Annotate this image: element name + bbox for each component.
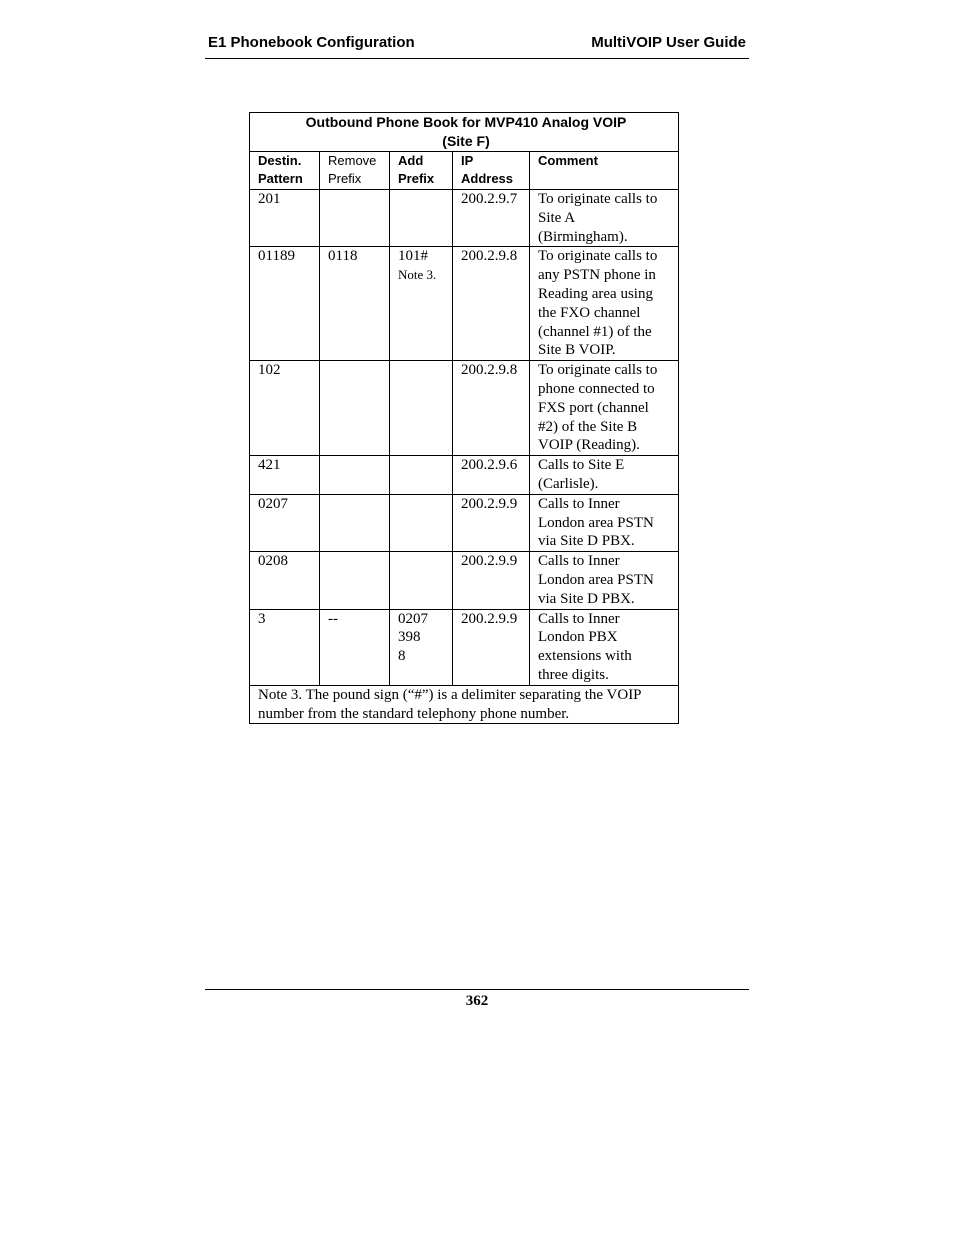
table-row [250, 247, 679, 361]
remove-prefix-cell: -- [320, 609, 390, 685]
table-title-row [250, 113, 679, 152]
ip-address-cell: 200.2.9.6 [453, 456, 530, 495]
comment-line: To originate calls to [538, 248, 658, 265]
comment-cell [530, 247, 679, 361]
comment-line: Reading area using [538, 285, 653, 302]
remove-prefix-cell: 0118 [320, 247, 390, 361]
table-row [250, 494, 679, 551]
comment-line: London area PSTN [538, 571, 654, 588]
comment-line: VOIP (Reading). [538, 437, 640, 454]
comment-line: Site A [538, 209, 576, 226]
col-header-ip-address [453, 152, 530, 190]
col-header-line: Comment [538, 153, 598, 168]
ip-address-cell: 200.2.9.8 [453, 247, 530, 361]
table-row [250, 190, 679, 247]
comment-line: Calls to Site E [538, 457, 625, 474]
comment-line: (channel #1) of the [538, 323, 652, 340]
ip-address-cell: 200.2.9.7 [453, 190, 530, 247]
destin-pattern-cell: 01189 [250, 247, 320, 361]
add-prefix-cell [390, 361, 453, 456]
col-header-line: Prefix [328, 171, 362, 186]
add-prefix-line: 0207 [398, 610, 428, 627]
destin-pattern-cell: 0207 [250, 494, 320, 551]
table-title-line: (Site F) [442, 133, 490, 149]
table-footnote [250, 685, 679, 724]
table-row [250, 609, 679, 685]
add-prefix-note: Note 3. [398, 267, 437, 283]
col-header-line: IP [461, 153, 474, 168]
col-header-add-prefix [390, 152, 453, 190]
col-header-line: Remove [328, 153, 377, 168]
destin-pattern-cell: 201 [250, 190, 320, 247]
table-header-row [250, 152, 679, 190]
add-prefix-line: 398 [398, 629, 421, 646]
destin-pattern-cell: 3 [250, 609, 320, 685]
comment-line: extensions with [538, 648, 632, 665]
comment-line: London area PSTN [538, 514, 654, 531]
comment-line: Site B VOIP. [538, 342, 616, 359]
destin-pattern-cell: 0208 [250, 552, 320, 609]
add-prefix-cell [390, 552, 453, 609]
remove-prefix-cell [320, 552, 390, 609]
comment-cell [530, 456, 679, 495]
comment-line: (Carlisle). [538, 475, 599, 492]
add-prefix-value: 101# [398, 248, 428, 265]
comment-line: #2) of the Site B [538, 418, 638, 435]
comment-line: via Site D PBX. [538, 533, 635, 550]
add-prefix-cell [390, 247, 453, 361]
col-header-remove-prefix [320, 152, 390, 190]
comment-line: FXS port (channel [538, 399, 649, 416]
destin-pattern-cell: 421 [250, 456, 320, 495]
destin-pattern-cell: 102 [250, 361, 320, 456]
comment-line: Calls to Inner [538, 553, 620, 570]
header-section-title: E1 Phonebook Configuration [208, 34, 415, 51]
table-row [250, 456, 679, 495]
table-title-line: Outbound Phone Book for MVP410 Analog VOIP [305, 114, 627, 130]
ip-address-cell: 200.2.9.9 [453, 552, 530, 609]
ip-address-cell: 200.2.9.9 [453, 609, 530, 685]
footnote-line: Note 3. The pound sign (“#”) is a delimiter separating the VOIP [258, 686, 642, 703]
outbound-phone-book-table [249, 112, 679, 724]
col-header-line: Add [398, 153, 424, 168]
comment-cell [530, 190, 679, 247]
comment-line: phone connected to [538, 380, 655, 397]
add-prefix-cell [390, 494, 453, 551]
col-header-comment [530, 152, 679, 190]
remove-prefix-cell [320, 456, 390, 495]
page-number: 362 [465, 993, 489, 1009]
comment-line: (Birmingham). [538, 228, 628, 245]
col-header-line: Pattern [258, 171, 303, 186]
remove-prefix-cell [320, 494, 390, 551]
add-prefix-line: 8 [398, 648, 406, 665]
col-header-line: Destin. [258, 153, 302, 168]
comment-line: the FXO channel [538, 304, 641, 321]
comment-line: three digits. [538, 666, 609, 683]
comment-line: London PBX [538, 629, 618, 646]
table-row [250, 552, 679, 609]
comment-line: Calls to Inner [538, 495, 620, 512]
ip-address-cell: 200.2.9.9 [453, 494, 530, 551]
page-footer [205, 989, 749, 1010]
comment-cell [530, 552, 679, 609]
comment-line: Calls to Inner [538, 610, 620, 627]
table-footnote-row [250, 685, 679, 724]
table-row [250, 361, 679, 456]
add-prefix-cell [390, 456, 453, 495]
comment-line: any PSTN phone in [538, 267, 656, 284]
comment-cell [530, 609, 679, 685]
comment-line: via Site D PBX. [538, 590, 635, 607]
col-header-destin-pattern [250, 152, 320, 190]
comment-cell [530, 494, 679, 551]
comment-line: To originate calls to [538, 191, 658, 207]
col-header-line: Address [461, 171, 514, 186]
page-header [205, 32, 749, 59]
ip-address-cell: 200.2.9.8 [453, 361, 530, 456]
add-prefix-cell [390, 190, 453, 247]
header-guide-title: MultiVOIP User Guide [591, 34, 746, 51]
table-title [250, 113, 679, 152]
add-prefix-cell [390, 609, 453, 685]
footnote-line: number from the standard telephony phone number. [258, 705, 570, 722]
col-header-line: Prefix [398, 171, 435, 186]
remove-prefix-cell [320, 190, 390, 247]
comment-cell [530, 361, 679, 456]
comment-line: To originate calls to [538, 362, 658, 379]
remove-prefix-cell [320, 361, 390, 456]
